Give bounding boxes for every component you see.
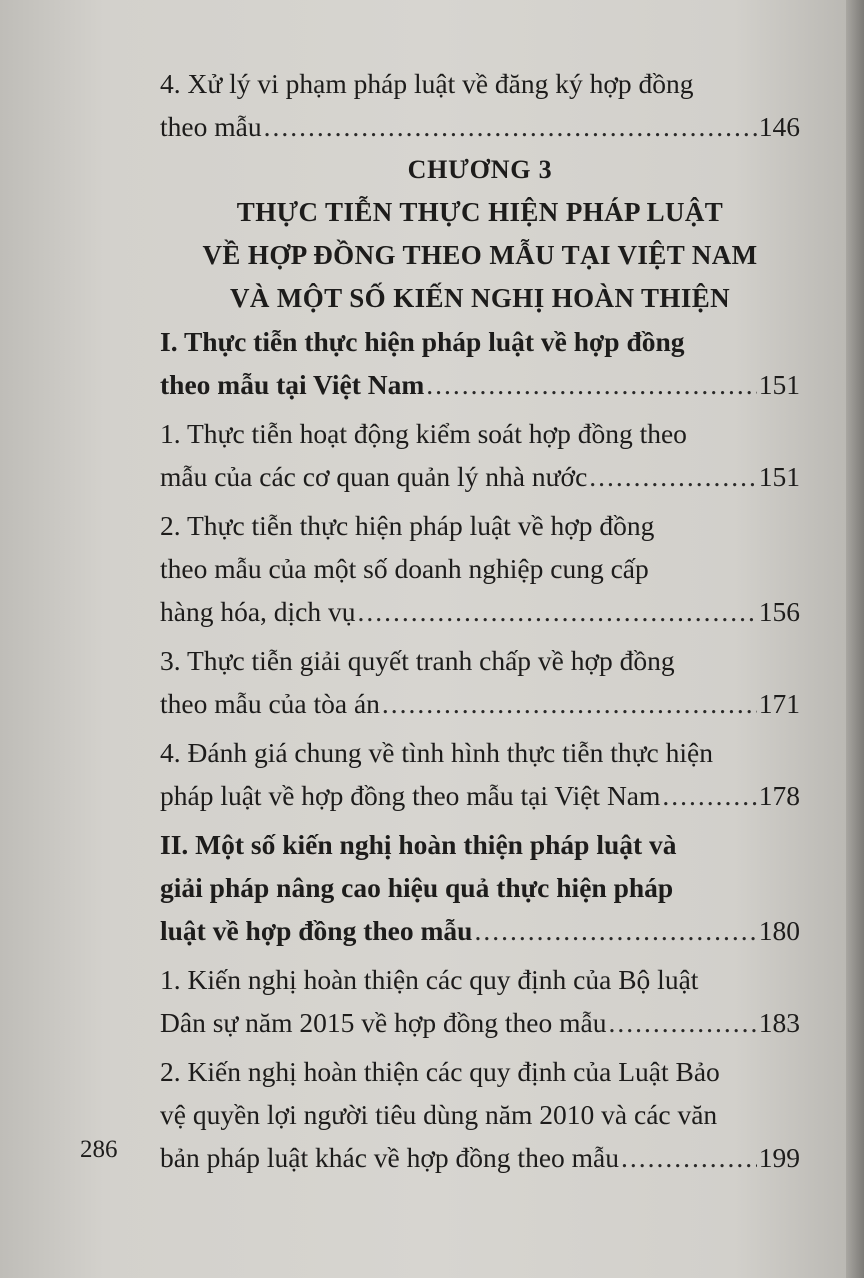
toc-entry xyxy=(160,62,800,148)
toc-section-text: theo mẫu tại Việt Nam xyxy=(160,369,425,400)
dot-leader xyxy=(621,1136,757,1179)
table-of-contents xyxy=(160,62,800,1179)
toc-entry-text: theo mẫu xyxy=(160,111,262,142)
chapter-number: CHƯƠNG 3 xyxy=(407,155,553,184)
toc-page-ref: 146 xyxy=(758,111,800,142)
dot-leader xyxy=(426,363,756,406)
dot-leader xyxy=(358,590,757,633)
toc-page-ref: 183 xyxy=(758,1007,800,1038)
chapter-title-line: VỀ HỢP ĐỒNG THEO MẪU TẠI VIỆT NAM xyxy=(202,240,758,270)
dot-leader xyxy=(474,909,756,952)
toc-entry-text: vệ quyền lợi người tiêu dùng năm 2010 và các văn xyxy=(160,1099,718,1130)
toc-entry xyxy=(160,412,800,498)
dot-leader xyxy=(264,105,757,148)
toc-section xyxy=(160,823,800,952)
toc-entry-text: 3. Thực tiễn giải quyết tranh chấp về hợp đồng xyxy=(160,645,675,676)
toc-page-ref: 151 xyxy=(758,461,800,492)
chapter-title-line: VÀ MỘT SỐ KIẾN NGHỊ HOÀN THIỆN xyxy=(229,283,731,313)
toc-entry-text: 2. Thực tiễn thực hiện pháp luật về hợp đồng xyxy=(160,510,655,541)
toc-entry xyxy=(160,504,800,633)
toc-entry-text: 1. Thực tiễn hoạt động kiểm soát hợp đồng theo xyxy=(160,418,687,449)
toc-entry-text: theo mẫu của tòa án xyxy=(160,688,380,719)
toc-entry-text: 1. Kiến nghị hoàn thiện các quy định của Bộ luật xyxy=(160,964,699,995)
toc-entry-text: mẫu của các cơ quan quản lý nhà nước xyxy=(160,461,588,492)
toc-entry xyxy=(160,1050,800,1179)
toc-page-ref: 151 xyxy=(758,369,800,400)
toc-entry-text: 4. Đánh giá chung về tình hình thực tiễn thực hiện xyxy=(160,737,713,768)
toc-section-text: II. Một số kiến nghị hoàn thiện pháp luật và xyxy=(160,829,677,860)
toc-entry xyxy=(160,639,800,725)
toc-entry xyxy=(160,958,800,1044)
toc-entry-text: Dân sự năm 2015 về hợp đồng theo mẫu xyxy=(160,1007,607,1038)
chapter-title-line: THỰC TIỄN THỰC HIỆN PHÁP LUẬT xyxy=(236,197,724,227)
toc-entry-text: bản pháp luật khác về hợp đồng theo mẫu xyxy=(160,1142,620,1173)
toc-page-ref: 199 xyxy=(758,1142,800,1173)
toc-entry-text: hàng hóa, dịch vụ xyxy=(160,596,356,627)
chapter-heading xyxy=(160,148,800,320)
toc-page-ref: 156 xyxy=(758,596,800,627)
toc-page-ref: 178 xyxy=(758,780,800,811)
dot-leader xyxy=(382,682,757,725)
toc-entry-text: 2. Kiến nghị hoàn thiện các quy định của Luật Bảo xyxy=(160,1056,720,1087)
page-number: 286 xyxy=(80,1136,118,1163)
toc-section xyxy=(160,320,800,406)
toc-section-text: luật về hợp đồng theo mẫu xyxy=(160,915,473,946)
toc-section-text: I. Thực tiễn thực hiện pháp luật về hợp đồng xyxy=(160,326,685,357)
toc-page-ref: 180 xyxy=(758,915,800,946)
dot-leader xyxy=(589,455,756,498)
dot-leader xyxy=(662,774,756,817)
toc-entry-text: 4. Xử lý vi phạm pháp luật về đăng ký hợp đồng xyxy=(160,68,694,99)
page-edge xyxy=(846,0,864,1278)
toc-page-ref: 171 xyxy=(758,688,800,719)
toc-entry-text: theo mẫu của một số doanh nghiệp cung cấp xyxy=(160,553,649,584)
toc-entry xyxy=(160,731,800,817)
toc-entry-text: pháp luật về hợp đồng theo mẫu tại Việt Nam xyxy=(160,780,661,811)
dot-leader xyxy=(608,1001,756,1044)
toc-section-text: giải pháp nâng cao hiệu quả thực hiện pháp xyxy=(160,872,674,903)
